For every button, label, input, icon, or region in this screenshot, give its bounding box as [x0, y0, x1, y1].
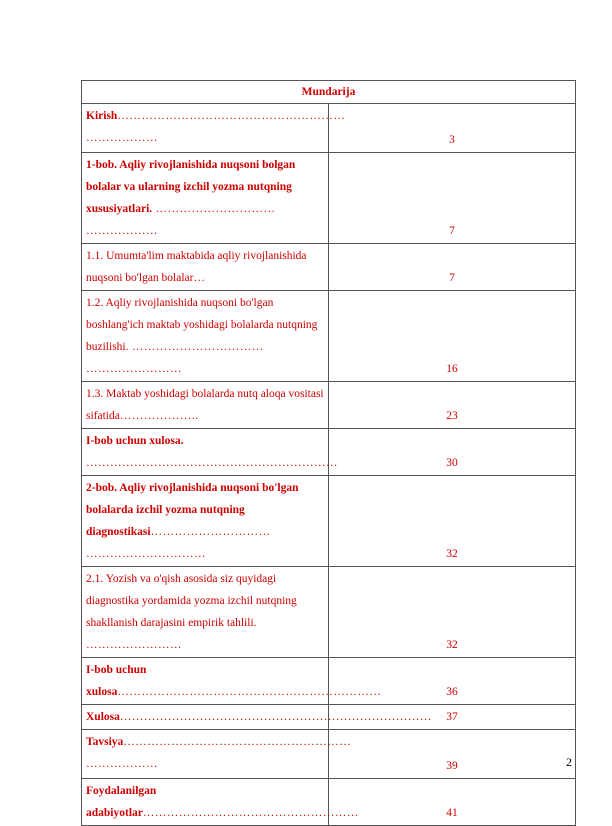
toc-page-number: 7	[329, 244, 576, 291]
toc-page-number: 3	[329, 104, 576, 153]
toc-entry-title: 2.1. Yozish va o'qish asosida siz quyidagi diagnostika yordamida yozma izchil nutqning shakllanish darajasini empirik tahlili.	[86, 573, 297, 629]
toc-row	[82, 382, 576, 429]
toc-entry	[82, 429, 338, 476]
toc-page-number: 32	[329, 476, 576, 567]
toc-entry	[82, 153, 329, 244]
toc-row	[82, 244, 576, 291]
toc-entry	[82, 705, 432, 730]
toc-entry-title: Xulosa	[86, 711, 120, 723]
toc-heading-row	[82, 81, 576, 104]
toc-page-number: 23	[329, 382, 576, 429]
toc-page-number: 7	[329, 153, 576, 244]
toc-leader-dots: ………………..	[119, 410, 199, 422]
toc-entry-title: 2-bob. Aqliy rivojlanishida nuqsoni bo'lgan bolalarda izchil yozma nutqning diagnostikasi	[86, 482, 299, 538]
table-of-contents	[81, 80, 576, 826]
toc-entry	[82, 779, 359, 826]
toc-entry	[82, 567, 329, 658]
toc-entry	[82, 104, 346, 153]
toc-entry	[82, 244, 329, 291]
toc-row	[82, 104, 576, 153]
toc-entry-title: 1.2. Aqliy rivojlanishida nuqsoni bo'lgan boshlang'ich maktab yoshidagi bolalarda nutqning buzilishi.	[86, 297, 318, 353]
toc-leader-dots: ………………………… ………………	[86, 203, 276, 237]
toc-row	[82, 429, 576, 476]
toc-row	[82, 153, 576, 244]
toc-leader-dots: …………………………………………………………	[117, 686, 382, 698]
toc-entry-title: I-bob uchun xulosa.	[86, 435, 184, 447]
toc-page-number: 32	[329, 567, 576, 658]
toc-row	[82, 567, 576, 658]
toc-entry-title: Kirish	[86, 110, 118, 122]
toc-row	[82, 476, 576, 567]
toc-leader-dots: ………………………………………………… ………………	[86, 110, 346, 144]
toc-row	[82, 730, 576, 779]
toc-entry-title: Tavsiya	[86, 736, 124, 748]
toc-page-number: 39	[329, 730, 576, 779]
toc-leader-dots: ………………………………………………	[142, 807, 359, 819]
toc-entry	[82, 382, 329, 429]
toc-leader-dots: ………………………… …………………………	[86, 526, 271, 560]
toc-entry	[82, 658, 382, 705]
toc-page-number: 41	[329, 779, 576, 826]
toc-page-number: 36	[329, 658, 576, 705]
toc-entry-title: I-bob uchun xulosa	[86, 664, 147, 698]
toc-entry-title: 1-bob. Aqliy rivojlanishida nuqsoni bolgan bolalar va ularning izchil yozma nutqning xususiyatlari.	[86, 159, 296, 215]
toc-entry	[82, 476, 329, 567]
toc-entry-title: 1.3. Maktab yoshidagi bolalarda nutq aloqa vositasi sifatida	[86, 388, 324, 422]
toc-leader-dots: ………………………………………………… ………………	[86, 736, 352, 770]
toc-leader-dots: ……………………	[86, 639, 182, 651]
toc-leader-dots: ……………………………………………………………………	[119, 711, 432, 723]
toc-page-number: 37	[329, 705, 576, 730]
toc-entry	[82, 730, 352, 779]
toc-entry-title: 1.1. Umumta'lim maktabida aqliy rivojlanishida nuqsoni bo'lgan bolalar…	[86, 250, 307, 284]
toc-page-number: 30	[329, 429, 576, 476]
toc-heading: Mundarija	[82, 81, 576, 104]
toc-entry	[82, 291, 329, 382]
page-number: 2	[566, 755, 572, 769]
toc-page-number: 16	[329, 291, 576, 382]
toc-leader-dots: …………………………… ……………………	[86, 341, 264, 375]
toc-entry-title: Foydalanilgan adabiyotlar	[86, 785, 157, 819]
toc-row	[82, 658, 576, 705]
toc-row	[82, 291, 576, 382]
toc-row	[82, 705, 576, 730]
toc-row	[82, 779, 576, 826]
toc-leader-dots: ………………………………………………………	[86, 457, 338, 469]
